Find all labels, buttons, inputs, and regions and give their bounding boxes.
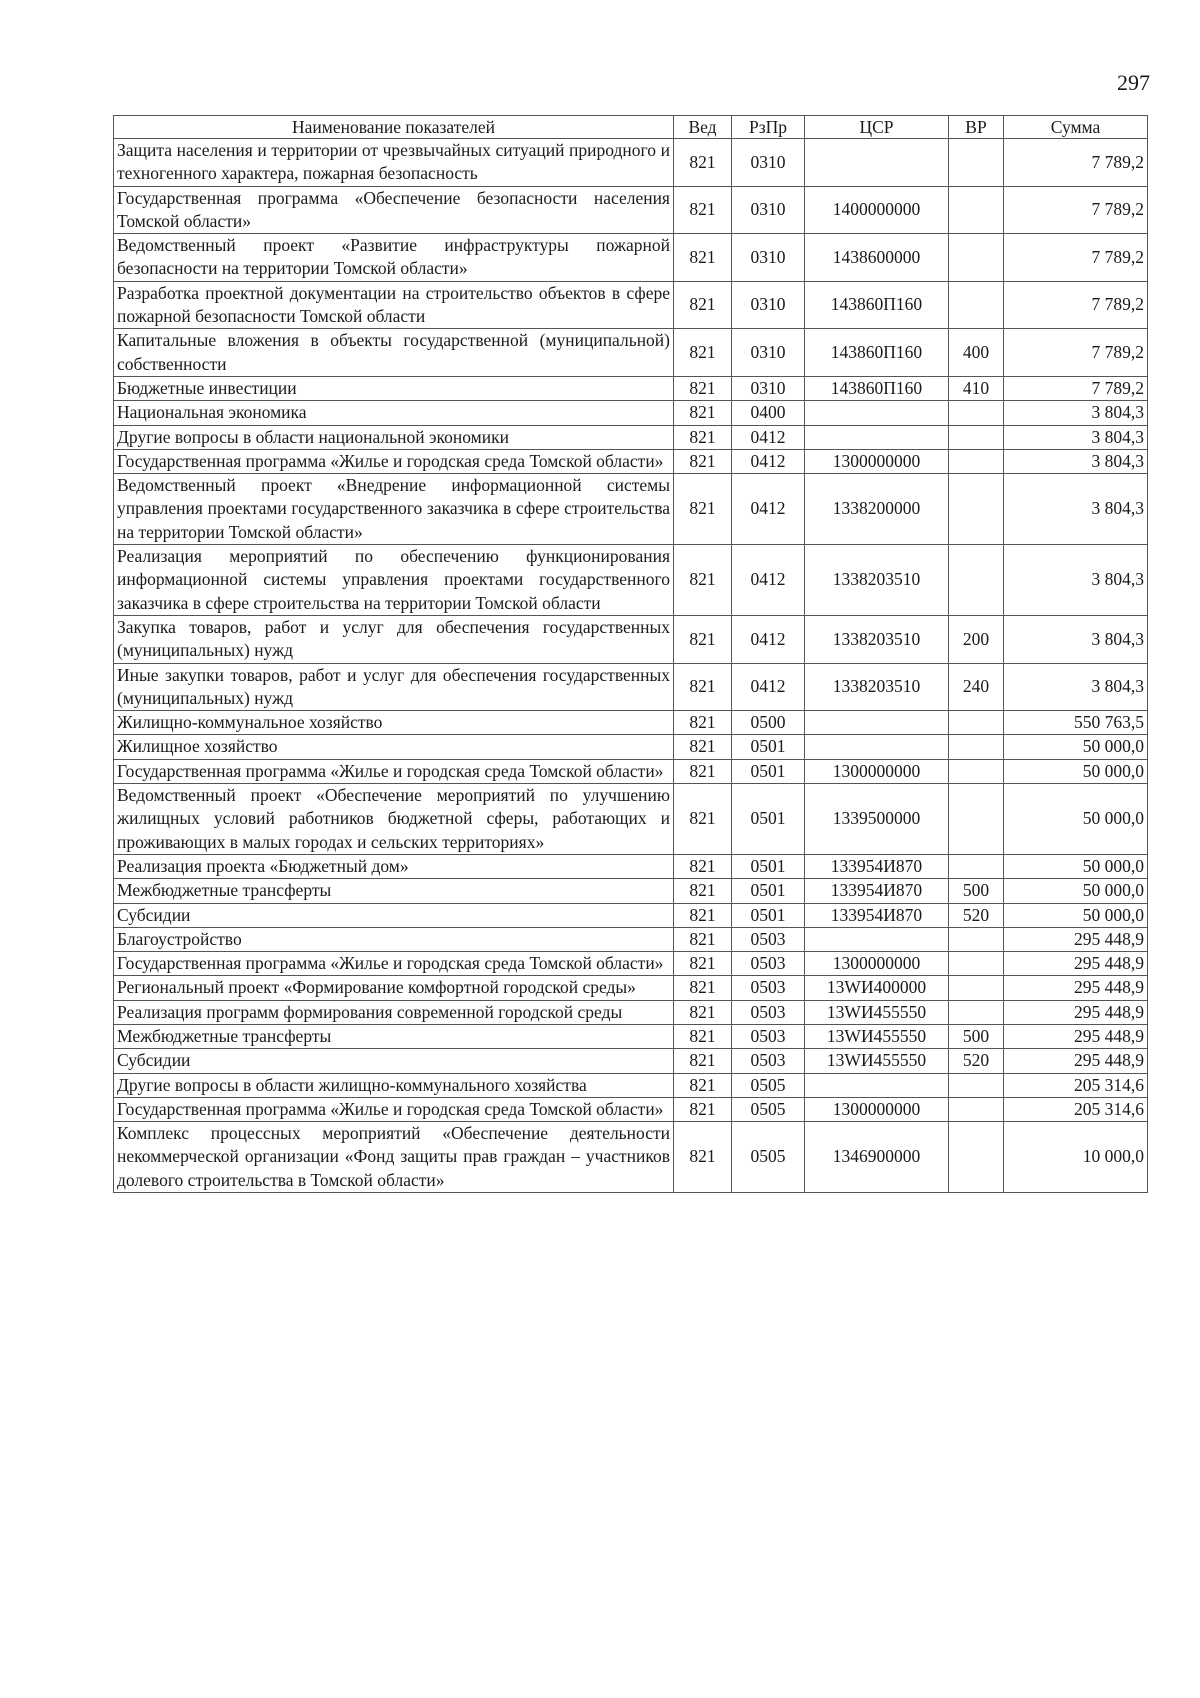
header-rzpr: РзПр [732, 116, 805, 139]
cell-sum: 7 789,2 [1004, 139, 1148, 187]
cell-rzpr: 0505 [732, 1122, 805, 1193]
cell-name: Субсидии [114, 1049, 674, 1073]
table-row [114, 711, 1148, 735]
cell-sum: 7 789,2 [1004, 376, 1148, 400]
cell-ved: 821 [674, 474, 732, 545]
cell-name: Другие вопросы в области национальной экономики [114, 425, 674, 449]
table-row [114, 234, 1148, 282]
cell-vr [949, 784, 1004, 855]
table-row [114, 449, 1148, 473]
cell-rzpr: 0505 [732, 1073, 805, 1097]
cell-name: Национальная экономика [114, 401, 674, 425]
cell-ved: 821 [674, 952, 732, 976]
cell-rzpr: 0310 [732, 376, 805, 400]
table-row [114, 281, 1148, 329]
table-row [114, 1097, 1148, 1121]
cell-ved: 821 [674, 879, 732, 903]
table-row [114, 784, 1148, 855]
cell-csr: 1438600000 [805, 234, 949, 282]
header-sum: Сумма [1004, 116, 1148, 139]
cell-rzpr: 0503 [732, 1000, 805, 1024]
table-row [114, 1024, 1148, 1048]
cell-vr [949, 281, 1004, 329]
cell-name: Комплекс процессных мероприятий «Обеспечение деятельности некоммерческой организации «Фонд защиты прав граждан – участников долевого строительства в Томской области» [114, 1122, 674, 1193]
cell-name: Государственная программа «Обеспечение безопасности населения Томской области» [114, 186, 674, 234]
cell-rzpr: 0500 [732, 711, 805, 735]
cell-ved: 821 [674, 545, 732, 616]
cell-sum: 205 314,6 [1004, 1097, 1148, 1121]
table-row [114, 401, 1148, 425]
cell-ved: 821 [674, 1073, 732, 1097]
cell-rzpr: 0400 [732, 401, 805, 425]
cell-name: Иные закупки товаров, работ и услуг для обеспечения государственных (муниципальных) нужд [114, 663, 674, 711]
cell-ved: 821 [674, 976, 732, 1000]
header-csr: ЦСР [805, 116, 949, 139]
cell-ved: 821 [674, 759, 732, 783]
table-row [114, 474, 1148, 545]
table-row [114, 879, 1148, 903]
cell-name: Бюджетные инвестиции [114, 376, 674, 400]
cell-name: Ведомственный проект «Внедрение информационной системы управления проектами государственного заказчика в сфере строительства на территории Томской области» [114, 474, 674, 545]
cell-csr: 1300000000 [805, 759, 949, 783]
cell-name: Субсидии [114, 903, 674, 927]
table-row [114, 139, 1148, 187]
cell-sum: 3 804,3 [1004, 425, 1148, 449]
cell-rzpr: 0503 [732, 1024, 805, 1048]
cell-csr: 13WИ455550 [805, 1000, 949, 1024]
cell-rzpr: 0501 [732, 784, 805, 855]
cell-sum: 205 314,6 [1004, 1073, 1148, 1097]
cell-vr [949, 1097, 1004, 1121]
cell-rzpr: 0412 [732, 449, 805, 473]
cell-name: Разработка проектной документации на строительство объектов в сфере пожарной безопасности Томской области [114, 281, 674, 329]
cell-rzpr: 0310 [732, 139, 805, 187]
cell-rzpr: 0503 [732, 952, 805, 976]
table-row [114, 759, 1148, 783]
cell-ved: 821 [674, 281, 732, 329]
cell-csr: 133954И870 [805, 879, 949, 903]
cell-name: Региональный проект «Формирование комфортной городской среды» [114, 976, 674, 1000]
header-name: Наименование показателей [114, 116, 674, 139]
cell-ved: 821 [674, 1000, 732, 1024]
cell-rzpr: 0412 [732, 615, 805, 663]
cell-csr [805, 1073, 949, 1097]
cell-csr: 1338200000 [805, 474, 949, 545]
cell-ved: 821 [674, 735, 732, 759]
table-row [114, 663, 1148, 711]
cell-rzpr: 0501 [732, 735, 805, 759]
cell-csr: 1338203510 [805, 663, 949, 711]
cell-sum: 295 448,9 [1004, 1024, 1148, 1048]
cell-ved: 821 [674, 234, 732, 282]
cell-name: Ведомственный проект «Развитие инфраструктуры пожарной безопасности на территории Томской области» [114, 234, 674, 282]
cell-csr [805, 711, 949, 735]
cell-name: Реализация мероприятий по обеспечению функционирования информационной системы управления проектами государственного заказчика в сфере строительства на территории Томской области [114, 545, 674, 616]
cell-csr [805, 139, 949, 187]
cell-ved: 821 [674, 1024, 732, 1048]
cell-vr [949, 1122, 1004, 1193]
cell-vr [949, 449, 1004, 473]
cell-csr [805, 927, 949, 951]
cell-sum: 3 804,3 [1004, 615, 1148, 663]
page-number: 297 [1117, 70, 1150, 95]
table-row [114, 1000, 1148, 1024]
table-header-row [114, 116, 1148, 139]
cell-ved: 821 [674, 854, 732, 878]
cell-rzpr: 0310 [732, 281, 805, 329]
cell-sum: 3 804,3 [1004, 401, 1148, 425]
cell-vr [949, 401, 1004, 425]
cell-sum: 50 000,0 [1004, 784, 1148, 855]
cell-vr [949, 425, 1004, 449]
cell-sum: 50 000,0 [1004, 735, 1148, 759]
table-row [114, 976, 1148, 1000]
cell-ved: 821 [674, 1122, 732, 1193]
cell-name: Реализация проекта «Бюджетный дом» [114, 854, 674, 878]
cell-name: Капитальные вложения в объекты государственной (муниципальной) собственности [114, 329, 674, 377]
cell-sum: 295 448,9 [1004, 976, 1148, 1000]
cell-vr [949, 854, 1004, 878]
cell-sum: 295 448,9 [1004, 927, 1148, 951]
cell-csr: 1338203510 [805, 615, 949, 663]
cell-csr: 133954И870 [805, 854, 949, 878]
table-row [114, 1073, 1148, 1097]
cell-vr: 200 [949, 615, 1004, 663]
cell-name: Государственная программа «Жилье и городская среда Томской области» [114, 449, 674, 473]
cell-ved: 821 [674, 927, 732, 951]
cell-sum: 7 789,2 [1004, 234, 1148, 282]
cell-rzpr: 0412 [732, 425, 805, 449]
cell-vr [949, 952, 1004, 976]
cell-csr: 1300000000 [805, 449, 949, 473]
cell-csr: 143860П160 [805, 281, 949, 329]
cell-csr: 1300000000 [805, 1097, 949, 1121]
cell-vr: 500 [949, 879, 1004, 903]
cell-ved: 821 [674, 186, 732, 234]
cell-rzpr: 0501 [732, 903, 805, 927]
cell-ved: 821 [674, 1049, 732, 1073]
cell-ved: 821 [674, 615, 732, 663]
cell-name: Ведомственный проект «Обеспечение мероприятий по улучшению жилищных условий работников бюджетной сферы, работающих и проживающих в малых городах и сельских территориях» [114, 784, 674, 855]
cell-sum: 550 763,5 [1004, 711, 1148, 735]
cell-csr [805, 425, 949, 449]
table-row [114, 854, 1148, 878]
cell-csr: 1300000000 [805, 952, 949, 976]
cell-vr [949, 735, 1004, 759]
cell-rzpr: 0310 [732, 234, 805, 282]
cell-name: Закупка товаров, работ и услуг для обеспечения государственных (муниципальных) нужд [114, 615, 674, 663]
table-row [114, 615, 1148, 663]
table-row [114, 545, 1148, 616]
cell-rzpr: 0412 [732, 474, 805, 545]
cell-vr [949, 759, 1004, 783]
cell-csr [805, 401, 949, 425]
cell-sum: 3 804,3 [1004, 663, 1148, 711]
cell-rzpr: 0412 [732, 545, 805, 616]
cell-sum: 7 789,2 [1004, 186, 1148, 234]
cell-vr [949, 976, 1004, 1000]
header-vr: ВР [949, 116, 1004, 139]
cell-name: Защита населения и территории от чрезвычайных ситуаций природного и техногенного характера, пожарная безопасность [114, 139, 674, 187]
header-ved: Вед [674, 116, 732, 139]
cell-csr: 13WИ400000 [805, 976, 949, 1000]
cell-ved: 821 [674, 329, 732, 377]
table-row [114, 735, 1148, 759]
cell-csr: 1346900000 [805, 1122, 949, 1193]
cell-csr: 143860П160 [805, 376, 949, 400]
cell-vr [949, 927, 1004, 951]
cell-ved: 821 [674, 425, 732, 449]
cell-csr: 13WИ455550 [805, 1049, 949, 1073]
table-row [114, 952, 1148, 976]
cell-vr [949, 1073, 1004, 1097]
cell-vr [949, 186, 1004, 234]
cell-vr [949, 474, 1004, 545]
cell-sum: 295 448,9 [1004, 1049, 1148, 1073]
cell-sum: 7 789,2 [1004, 281, 1148, 329]
cell-ved: 821 [674, 401, 732, 425]
cell-name: Межбюджетные трансферты [114, 879, 674, 903]
table-row [114, 376, 1148, 400]
cell-csr: 1400000000 [805, 186, 949, 234]
cell-csr: 143860П160 [805, 329, 949, 377]
cell-rzpr: 0501 [732, 854, 805, 878]
cell-name: Жилищно-коммунальное хозяйство [114, 711, 674, 735]
table-row [114, 927, 1148, 951]
cell-name: Государственная программа «Жилье и городская среда Томской области» [114, 952, 674, 976]
cell-vr: 520 [949, 903, 1004, 927]
cell-csr: 1338203510 [805, 545, 949, 616]
cell-vr [949, 234, 1004, 282]
cell-name: Благоустройство [114, 927, 674, 951]
table-row [114, 425, 1148, 449]
cell-csr: 1339500000 [805, 784, 949, 855]
cell-ved: 821 [674, 376, 732, 400]
cell-ved: 821 [674, 1097, 732, 1121]
cell-sum: 295 448,9 [1004, 1000, 1148, 1024]
cell-ved: 821 [674, 449, 732, 473]
table-row [114, 1122, 1148, 1193]
table-body [114, 139, 1148, 1193]
cell-name: Государственная программа «Жилье и городская среда Томской области» [114, 1097, 674, 1121]
cell-ved: 821 [674, 663, 732, 711]
cell-rzpr: 0501 [732, 759, 805, 783]
table-row [114, 903, 1148, 927]
cell-sum: 3 804,3 [1004, 449, 1148, 473]
cell-vr: 400 [949, 329, 1004, 377]
cell-ved: 821 [674, 139, 732, 187]
cell-rzpr: 0501 [732, 879, 805, 903]
cell-name: Межбюджетные трансферты [114, 1024, 674, 1048]
cell-sum: 7 789,2 [1004, 329, 1148, 377]
cell-sum: 50 000,0 [1004, 759, 1148, 783]
cell-sum: 10 000,0 [1004, 1122, 1148, 1193]
cell-rzpr: 0412 [732, 663, 805, 711]
cell-sum: 50 000,0 [1004, 903, 1148, 927]
cell-rzpr: 0503 [732, 1049, 805, 1073]
cell-name: Другие вопросы в области жилищно-коммунального хозяйства [114, 1073, 674, 1097]
cell-vr: 410 [949, 376, 1004, 400]
cell-vr [949, 711, 1004, 735]
cell-name: Государственная программа «Жилье и городская среда Томской области» [114, 759, 674, 783]
cell-vr [949, 139, 1004, 187]
cell-vr: 500 [949, 1024, 1004, 1048]
cell-name: Жилищное хозяйство [114, 735, 674, 759]
cell-sum: 50 000,0 [1004, 854, 1148, 878]
cell-sum: 3 804,3 [1004, 545, 1148, 616]
budget-table [113, 115, 1148, 1193]
cell-vr: 520 [949, 1049, 1004, 1073]
cell-csr: 13WИ455550 [805, 1024, 949, 1048]
cell-vr [949, 1000, 1004, 1024]
cell-rzpr: 0505 [732, 1097, 805, 1121]
table-row [114, 1049, 1148, 1073]
table-row [114, 329, 1148, 377]
cell-csr: 133954И870 [805, 903, 949, 927]
cell-rzpr: 0503 [732, 927, 805, 951]
cell-ved: 821 [674, 784, 732, 855]
cell-sum: 50 000,0 [1004, 879, 1148, 903]
cell-sum: 3 804,3 [1004, 474, 1148, 545]
table-row [114, 186, 1148, 234]
cell-rzpr: 0310 [732, 329, 805, 377]
cell-ved: 821 [674, 711, 732, 735]
cell-ved: 821 [674, 903, 732, 927]
cell-vr [949, 545, 1004, 616]
cell-rzpr: 0503 [732, 976, 805, 1000]
cell-rzpr: 0310 [732, 186, 805, 234]
cell-vr: 240 [949, 663, 1004, 711]
cell-name: Реализация программ формирования современной городской среды [114, 1000, 674, 1024]
cell-csr [805, 735, 949, 759]
cell-sum: 295 448,9 [1004, 952, 1148, 976]
